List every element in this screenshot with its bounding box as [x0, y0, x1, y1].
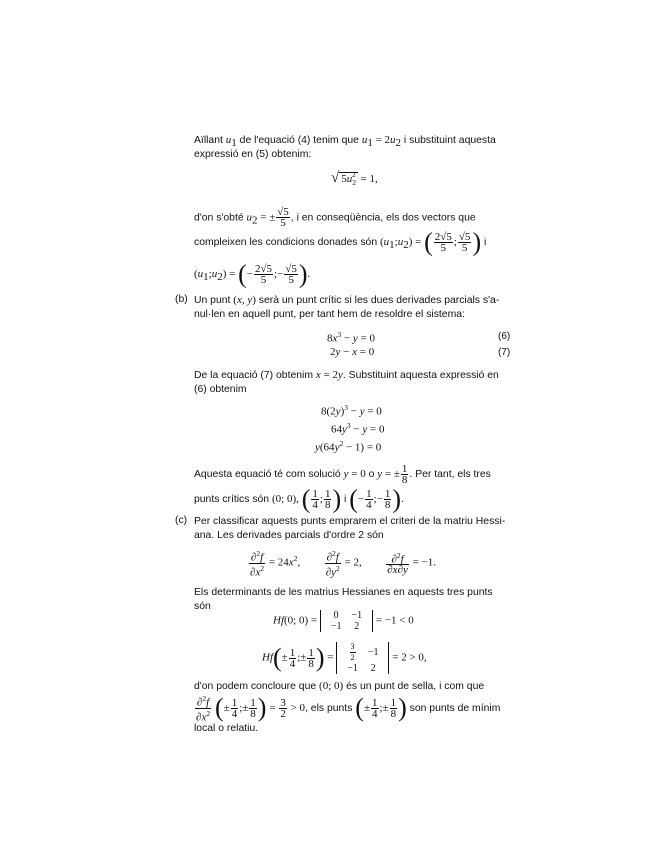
part-a-line-5: $(u_1;u_2)$ = (− $\frac{2√5}{5}$ ;− $\frac{√5}{5}$ ).: [194, 259, 311, 289]
equation-sqrt: √ $5u_2^2 = 1$,: [331, 170, 378, 188]
part-c-line-5: d'on podem concloure que (0; 0) és un punt de sella, i com que: [194, 680, 485, 692]
equation-6-number: (6): [498, 331, 511, 342]
equation-b2: $64y^3 - y = 0$: [331, 421, 385, 436]
part-c-line-6: $\frac{\partial^2f}{\partial x^2}$ (± $\frac{1}{4}$ ;± $\frac{1}{8}$ ) = $\frac{3}{2}$ > 0, els punts (± $\frac{1}{4}$ ;± $\frac{1}{8}$ ) son punts de mínim: [196, 693, 501, 724]
part-c-line-1: Per classificar aquests punts emprarem el criteri de la matriu Hessi-: [194, 516, 506, 527]
equation-7: 2y − x = 0: [330, 346, 375, 358]
part-a-line-2: expressió en (5) obtenim:: [194, 149, 312, 160]
part-b-line-4: (6) obtenim: [194, 384, 247, 395]
part-b-line-3: De la equació (7) obtenim x = 2y. Substituint aquesta expressió en: [194, 369, 499, 381]
equation-b1: $8(2y)^3 - y = 0$: [321, 403, 382, 418]
equation-6: $8x^3 - y = 0$: [327, 330, 375, 345]
part-c-line-2: ana. Les derivades parcials d'ordre 2 són: [194, 530, 384, 541]
part-b-line-5: Aquesta equació té com solució y = 0 o y = ± $\frac{1}{8}$ . Per tant, els tres: [194, 462, 491, 486]
part-c-line-7: local o relatiu.: [194, 723, 259, 734]
part-b-line-2: nul·len en aquell punt, per tant hem de resoldre el sistema:: [194, 309, 465, 320]
part-b-line-1: Un punt (x, y) serà un punt crític si les dues derivades parcials s'a-: [194, 294, 500, 306]
second-derivatives: $\frac{\partial^2f}{\partial x^2}$ = $24x^2$, $\frac{\partial^2f}{\partial y^2}$ = 2, $\frac{\partial^2f}{\partial x\partial y}$ = −1.: [250, 549, 437, 579]
part-c-label: (c): [175, 515, 188, 526]
equation-b3: $y(64y^2 - 1) = 0$: [315, 439, 382, 454]
part-a-line-1: Aïllant $u_1$ de l'equació (4) tenim que $u_1 = 2u_2$ i substituint aquesta: [194, 134, 496, 150]
part-c-line-4: són: [194, 601, 211, 612]
part-b-label: (b): [175, 294, 188, 305]
hessian-origin: Hf(0; 0) = 0 −1 −1 2 = −1 < 0: [273, 610, 414, 632]
hessian-other: Hf(± $\frac{1}{4}$ ;± $\frac{1}{8}$ ) = $\frac{3}{2}$ −1 −1 2 = 2 > 0,: [262, 642, 427, 674]
part-b-line-6: punts crítics són (0; 0), ( $\frac{1}{4}$ ; $\frac{1}{8}$ ) i (− $\frac{1}{4}$ ;− $\frac{1}{8}$ ).: [194, 484, 404, 514]
part-a-line-4: compleixen les condicions donades són $(u_1;u_2)$ = ( $\frac{2√5}{5}$ ; $\frac{√5}{5}$ ) i: [194, 227, 487, 257]
part-a-line-3: d'on s'obté $u_2$ = ± $\frac{√5}{5}$ , i en conseqüència, els dos vectors que: [194, 206, 476, 229]
part-c-line-3: Els determinants de les matrius Hessianes en aquests tres punts: [194, 587, 493, 598]
equation-7-number: (7): [498, 347, 511, 358]
